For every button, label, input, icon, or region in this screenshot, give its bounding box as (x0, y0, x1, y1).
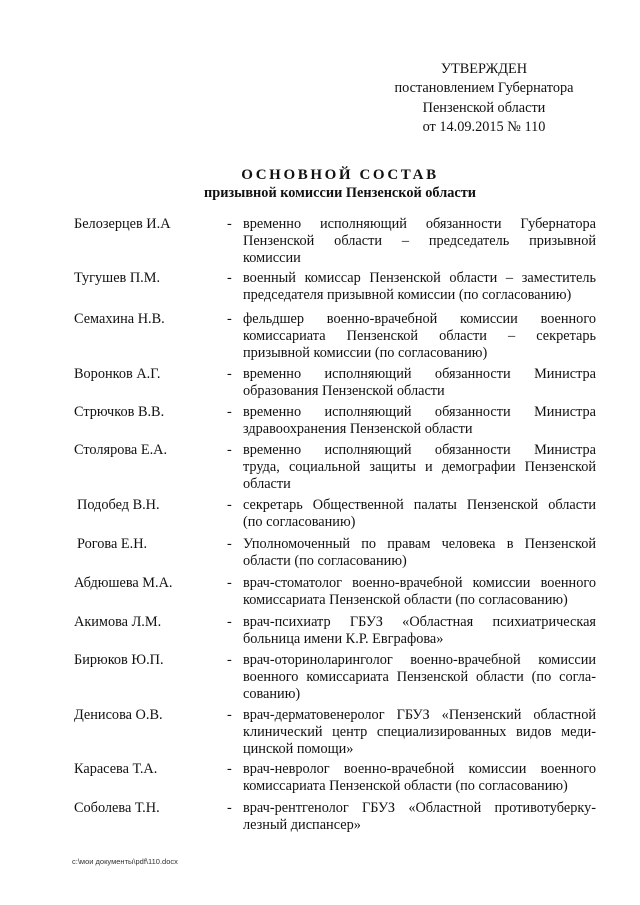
approval-date-number: от 14.09.2015 № 110 (422, 119, 546, 136)
member-role-line: секретарь Общественной палаты Пензенской области (243, 497, 596, 513)
member-role-line: Уполномоченный по правам человека в Пензенской (243, 536, 596, 552)
member-role-line: председателя призывной комиссии (по согласованию) (243, 287, 572, 303)
member-role-line: временно исполняющий обязанности Губернатора (243, 216, 596, 232)
member-role-line: временно исполняющий обязанности Министра (243, 404, 596, 420)
approval-decree: постановлением Губернатора (394, 80, 574, 97)
member-dash: - (227, 761, 232, 777)
member-role-line: труда, социальной защиты и демографии Пензенской (243, 459, 596, 475)
member-role (243, 652, 596, 703)
member-role-line: врач-оториноларинголог военно-врачебной комиссии (243, 652, 596, 668)
member-dash: - (227, 311, 232, 327)
document-title: ОСНОВНОЙ СОСТАВ (241, 167, 439, 183)
member-name: Тугушев П.М. (74, 270, 161, 286)
member-dash: - (227, 614, 232, 630)
member-name: Воронков А.Г. (74, 366, 161, 382)
member-name: Стрючков В.В. (74, 404, 165, 420)
member-dash: - (227, 442, 232, 458)
member-role-line: лезный диспансер» (243, 817, 361, 833)
member-dash: - (227, 404, 232, 420)
file-path-footer: c:\мои документы\pdf\110.docx (72, 857, 178, 866)
member-role-line: комиссариата Пензенской области (по согласованию) (243, 778, 568, 794)
member-role (243, 404, 596, 438)
member-name: Подобед В.Н. (77, 497, 160, 513)
member-role (243, 614, 596, 648)
member-name: Бирюков Ю.П. (74, 652, 164, 668)
member-name: Денисова О.В. (74, 707, 163, 723)
member-role-line: военный комиссар Пензенской области – заместитель (243, 270, 596, 286)
member-dash: - (227, 652, 232, 668)
member-role (243, 707, 596, 758)
member-role-line: врач-невролог военно-врачебной комиссии военного (243, 761, 596, 777)
member-role (243, 575, 596, 609)
member-role-line: больница имени К.Р. Евграфова» (243, 631, 444, 647)
member-role (243, 270, 596, 304)
approval-region: Пензенской области (422, 99, 546, 116)
member-dash: - (227, 366, 232, 382)
member-role-line: Пензенской области – председатель призывной (243, 233, 596, 249)
member-name: Столярова Е.А. (74, 442, 168, 458)
approval-heading: УТВЕРЖДЕН (440, 61, 528, 77)
member-role (243, 536, 596, 570)
member-role (243, 311, 596, 362)
member-name: Белозерцев И.А (74, 216, 171, 232)
member-name: Семахина Н.В. (74, 311, 165, 327)
member-role-line: (по согласованию) (243, 514, 356, 530)
member-role-line: цинской помощи» (243, 741, 354, 757)
member-role (243, 497, 596, 531)
member-name: Абдюшева М.А. (74, 575, 173, 591)
member-role-line: клинический центр специализированных видов меди- (243, 724, 596, 740)
member-dash: - (227, 497, 232, 513)
member-role (243, 366, 596, 400)
member-role (243, 216, 596, 267)
member-role-line: врач-стоматолог военно-врачебной комиссии военного (243, 575, 596, 591)
member-role (243, 442, 596, 493)
member-role-line: сованию) (243, 686, 301, 702)
member-role-line: врач-дерматовенеролог ГБУЗ «Пензенский областной (243, 707, 596, 723)
member-role-line: временно исполняющий обязанности Министра (243, 442, 596, 458)
member-dash: - (227, 707, 232, 723)
member-role-line: временно исполняющий обязанности Министра (243, 366, 596, 382)
member-role-line: образования Пензенской области (243, 383, 445, 399)
member-dash: - (227, 270, 232, 286)
member-dash: - (227, 800, 232, 816)
member-name: Акимова Л.М. (74, 614, 162, 630)
member-role-line: призывной комиссии (по согласованию) (243, 345, 488, 361)
member-role-line: области (по согласованию) (243, 553, 407, 569)
member-name: Рогова Е.Н. (77, 536, 148, 552)
member-name: Соболева Т.Н. (74, 800, 160, 816)
member-role-line: врач-рентгенолог ГБУЗ «Областной противотуберку- (243, 800, 596, 816)
member-role-line: комиссариата Пензенской области (по согласованию) (243, 592, 568, 608)
member-role-line: врач-психиатр ГБУЗ «Областная психиатрическая (243, 614, 596, 630)
member-dash: - (227, 536, 232, 552)
member-role-line: фельдшер военно-врачебной комиссии военного (243, 311, 596, 327)
member-role-line: комиссии (243, 250, 301, 266)
member-name: Карасева Т.А. (74, 761, 158, 777)
member-dash: - (227, 216, 232, 232)
member-role-line: комиссариата Пензенской области – секретарь (243, 328, 596, 344)
member-role-line: военного комиссариата Пензенской области (по согла- (243, 669, 596, 685)
member-dash: - (227, 575, 232, 591)
document-subtitle: призывной комиссии Пензенской области (204, 185, 476, 201)
member-role-line: области (243, 476, 291, 492)
member-role (243, 761, 596, 795)
member-role-line: здравоохранения Пензенской области (243, 421, 473, 437)
member-role (243, 800, 596, 834)
